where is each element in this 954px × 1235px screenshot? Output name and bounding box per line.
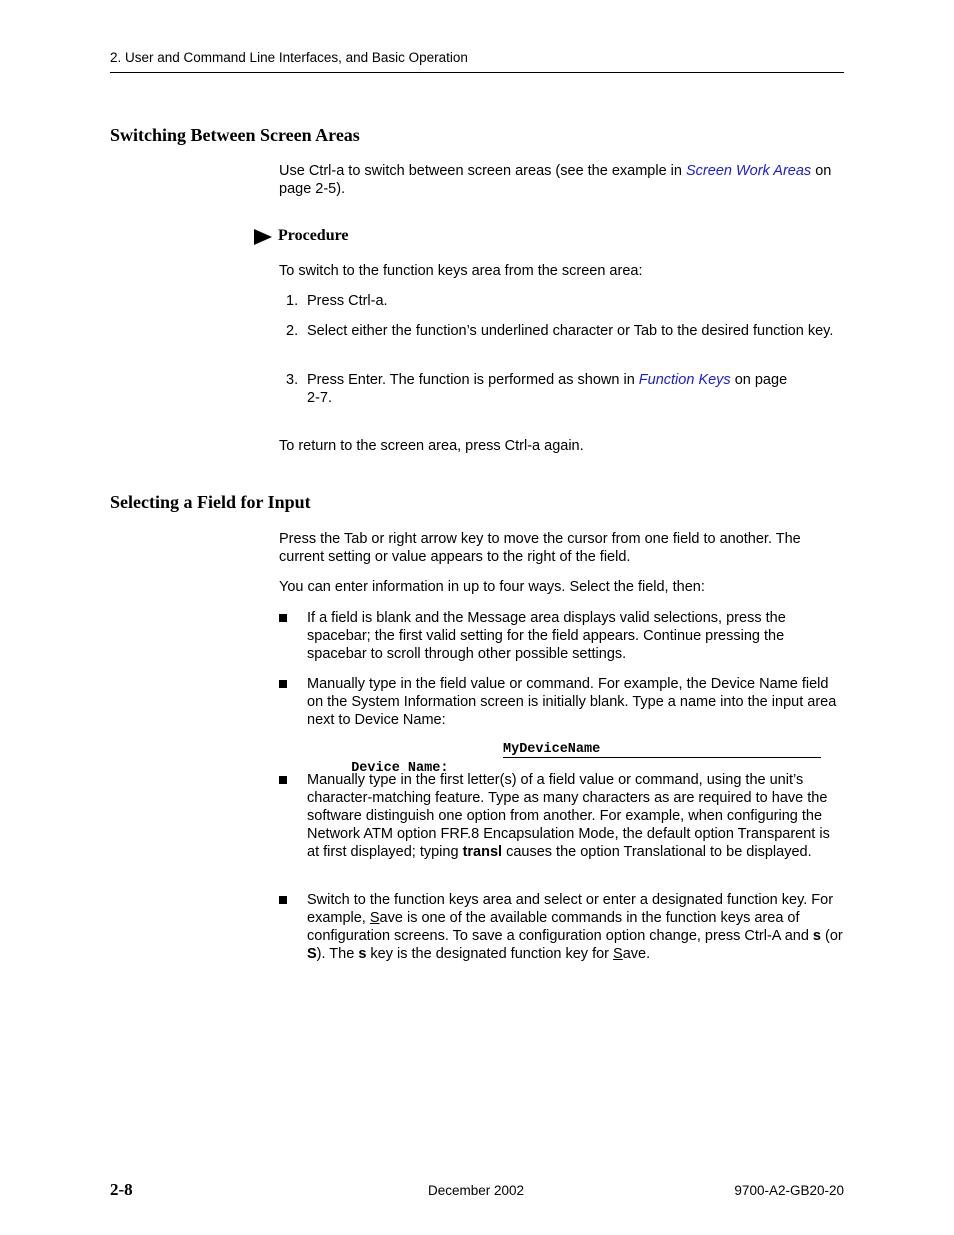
bold-key-S: S bbox=[307, 946, 317, 962]
save-underlined-letter: S bbox=[369, 910, 380, 926]
device-name-input[interactable] bbox=[503, 742, 821, 758]
bullet-text-start: Manually type in the first letter(s) of a field value or command, using the unit’s character-matching feature. Type as many characters as are required to have the software distinguish one option from another. For example, when configuring the Network ATM option FRF.8 Encapsulation Mode, the default option Transparent is at first displayed; typing bbox=[307, 772, 830, 860]
intro-text-end: on page 2-5). bbox=[279, 163, 832, 197]
step-text: Select either the function’s underlined character or Tab to the desired function key. bbox=[307, 323, 834, 339]
procedure-step bbox=[286, 322, 844, 340]
bullet-text bbox=[307, 771, 844, 861]
step-number: 2. bbox=[286, 323, 299, 339]
running-title: 2. User and Command Line Interfaces, and Basic Operation bbox=[110, 50, 468, 65]
running-header bbox=[110, 49, 468, 67]
step-number: 1. bbox=[286, 293, 299, 309]
section-heading-selecting: Selecting a Field for Input bbox=[110, 492, 311, 512]
step-text: Press Ctrl-a. bbox=[307, 293, 388, 309]
save-rest: ave bbox=[379, 910, 403, 926]
save-rest: ave bbox=[622, 946, 647, 962]
bullet-text-part: (or bbox=[821, 928, 843, 944]
list-item bbox=[279, 771, 844, 861]
bullet-text-part: is one of the available commands in the function keys area of configuration screens. To save a configuration option change, press Ctrl-A and bbox=[307, 910, 813, 944]
list-item bbox=[279, 609, 844, 663]
bullet-square bbox=[279, 680, 287, 688]
bullet-text bbox=[307, 891, 844, 963]
save-underlined-letter: S bbox=[613, 946, 623, 962]
footer-date: December 2002 bbox=[428, 1183, 525, 1198]
step-number: 3. bbox=[286, 372, 299, 388]
page-number: 2-8 bbox=[110, 1180, 133, 1199]
step-text bbox=[307, 371, 797, 407]
return-paragraph: To return to the screen area, press Ctrl-a again. bbox=[279, 438, 584, 454]
header-rule bbox=[110, 72, 844, 73]
procedure-step bbox=[286, 371, 844, 407]
paragraph-four-ways: You can enter information in up to four ways. Select the field, then: bbox=[279, 579, 705, 595]
bullet-square bbox=[279, 614, 287, 622]
function-keys-link[interactable]: Function Keys bbox=[638, 372, 731, 388]
bullet-text-part: ). The bbox=[316, 946, 359, 962]
footer-doc-id: 9700-A2-GB20-20 bbox=[734, 1183, 844, 1198]
device-name-value: MyDeviceName bbox=[503, 742, 601, 757]
procedure-label: Procedure bbox=[278, 227, 349, 244]
step-text-start: Press Enter. The function is performed as shown in bbox=[307, 372, 639, 388]
bullet-text: Manually type in the field value or command. For example, the Device Name field on the System Information screen is initially blank. Type a name into the input area next to Device Name: bbox=[307, 676, 837, 728]
procedure-arrow-icon bbox=[254, 229, 272, 245]
bullet-text-end: causes the option Translational to be displayed. bbox=[502, 844, 812, 860]
bullet-square bbox=[279, 776, 287, 784]
intro-text: Use Ctrl-a to switch between screen areas (see the example in bbox=[279, 163, 686, 179]
list-item bbox=[279, 891, 844, 963]
bullet-text: If a field is blank and the Message area displays valid selections, press the spacebar; the first valid setting for the field appears. Continue pressing the spacebar to scroll through other possible settings. bbox=[307, 610, 786, 662]
bold-keyword-transl: transl bbox=[462, 844, 503, 860]
bullet-text-end: . bbox=[646, 946, 651, 962]
intro-paragraph bbox=[279, 162, 839, 198]
list-item bbox=[279, 675, 844, 729]
procedure-intro: To switch to the function keys area from the screen area: bbox=[279, 263, 643, 279]
bullet-square bbox=[279, 896, 287, 904]
section-heading-switching: Switching Between Screen Areas bbox=[110, 125, 360, 145]
paragraph-tab-key: Press the Tab or right arrow key to move the cursor from one field to another. The current setting or value appears to the right of the field. bbox=[279, 531, 801, 565]
step-text-end: on page 2-7. bbox=[307, 372, 788, 406]
bullet-text-part: key is the designated function key for bbox=[366, 946, 614, 962]
bold-key-s: s bbox=[358, 946, 367, 962]
procedure-step bbox=[286, 292, 844, 310]
bullet-text-part: Switch to the function keys area and select or enter a designated function key. For example, bbox=[307, 892, 834, 926]
device-name-label: Device Name: bbox=[351, 761, 449, 776]
screen-work-areas-link[interactable]: Screen Work Areas bbox=[686, 163, 812, 179]
bold-key-s: s bbox=[812, 928, 821, 944]
